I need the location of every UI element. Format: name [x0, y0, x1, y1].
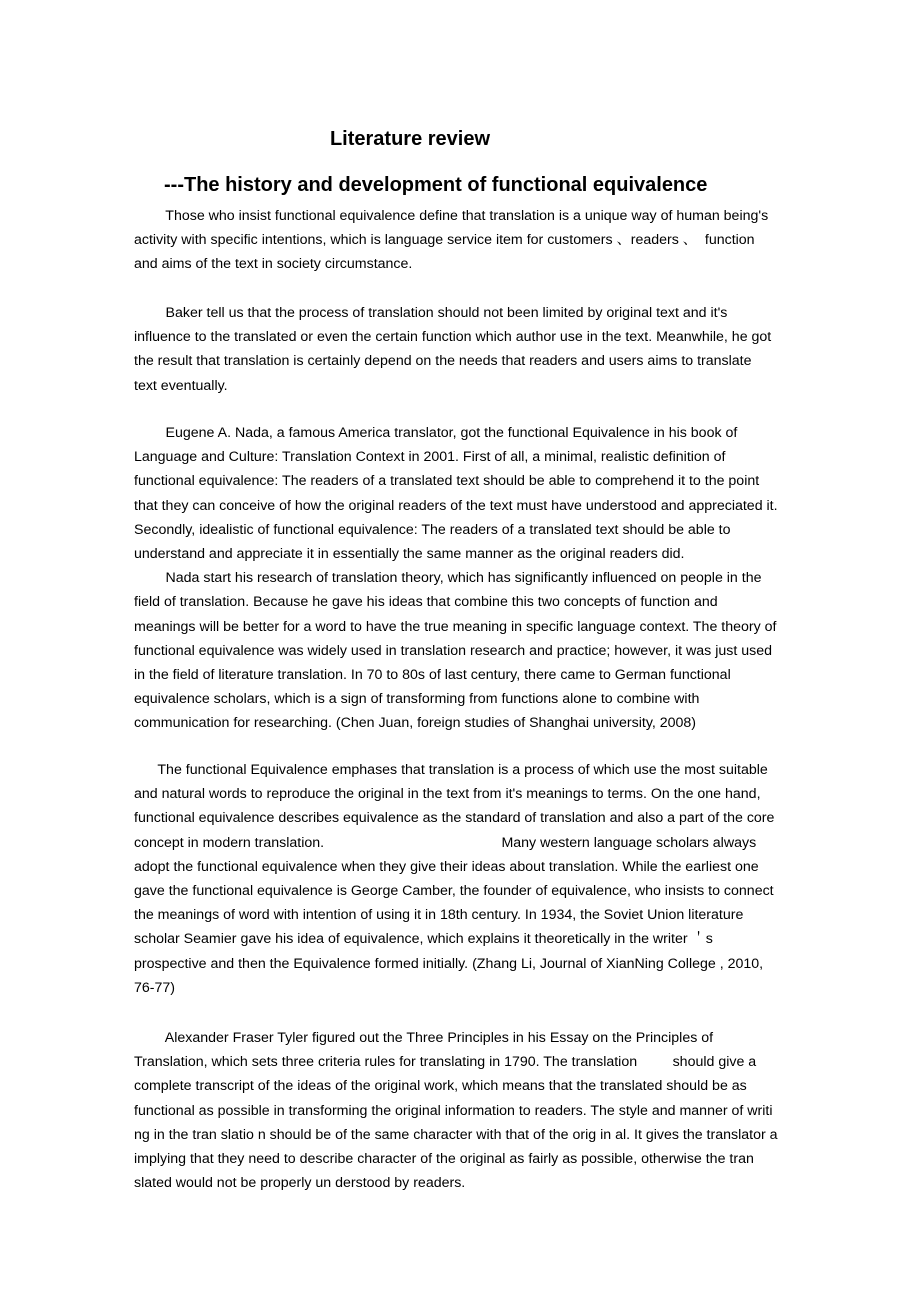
text-line: equivalence scholars, which is a sign of transforming from functions alone to combine with: [134, 691, 700, 708]
text-line: prospective and then the Equivalence formed initially. (Zhang Li, Journal of XianNing College , 2010,: [134, 955, 764, 972]
text-line: and natural words to reproduce the original in the text from it's meanings to terms. On the one hand,: [134, 786, 761, 803]
page-title: Literature review: [329, 128, 491, 150]
text-line: that they can conceive of how the original readers of the text must have understood and appreciated it.: [134, 497, 778, 514]
text-line: The functional Equivalence emphases that translation is a process of which use the most suitable: [134, 762, 768, 778]
text-line: gave the functional equivalence is George Camber, the founder of equivalence, who insists to connect: [134, 882, 774, 899]
text-line: 76-77): [134, 979, 176, 996]
text-line: Translation, which sets three criteria rules for translating in 1790. The translation should give a: [134, 1054, 757, 1071]
page-subtitle: ---The history and development of functional equivalence: [164, 174, 708, 196]
text-line: field of translation. Because he gave his ideas that combine this two concepts of function and: [134, 594, 718, 611]
paragraph: [134, 301, 794, 398]
paragraph: [134, 204, 794, 277]
text-line: functional as possible in transforming the original information to readers. The style and manner of writi: [134, 1102, 773, 1119]
text-line: complete transcript of the ideas of the original work, which means that the translated should be as: [134, 1078, 747, 1095]
text-line: functional equivalence describes equivalence as the standard of translation and also a part of the core: [134, 810, 775, 827]
text-line: ng in the tran slatio n should be of the same character with that of the orig in al. It gives the translator a: [134, 1126, 778, 1143]
text-line: influence to the translated or even the certain function which author use in the text. Meanwhile, he got: [134, 329, 772, 346]
text-line: adopt the functional equivalence when they give their ideas about translation. While the earliest one: [134, 858, 759, 875]
text-line: slated would not be properly un derstood by readers.: [134, 1175, 466, 1192]
paragraph: [134, 421, 794, 735]
text-line: scholar Seamier gave his idea of equivalence, which explains it theoretically in the writer ＇s: [134, 931, 713, 948]
text-line: Nada start his research of translation theory, which has significantly influenced on people in the: [134, 570, 762, 587]
text-line: understand and appreciate it in essentially the same manner as the original readers did.: [134, 545, 685, 562]
text-line: Secondly, idealistic of functional equivalence: The readers of a translated text should be able to: [134, 521, 731, 538]
paragraph: [134, 1026, 794, 1195]
text-line: implying that they need to describe character of the original as fairly as possible, otherwise the tran: [134, 1150, 754, 1167]
text-line: Baker tell us that the process of translation should not been limited by original text and it's: [134, 305, 728, 321]
text-line: text eventually.: [134, 377, 228, 394]
text-line: functional equivalence was widely used in translation research and practice; however, it was just used: [134, 642, 773, 659]
text-line: functional equivalence: The readers of a translated text should be able to comprehend it to the point: [134, 473, 760, 490]
text-line: the result that translation is certainly depend on the needs that readers and users aims to translate: [134, 353, 752, 370]
text-line: the meanings of word with intention of using it in 18th century. In 1934, the Soviet Union literature: [134, 907, 744, 924]
text-line: Language and Culture: Translation Context in 2001. First of all, a minimal, realistic definition of: [134, 449, 726, 466]
text-line: Those who insist functional equivalence define that translation is a unique way of human being's: [134, 208, 769, 224]
text-line: in the field of literature translation. In 70 to 80s of last century, there came to German functional: [134, 666, 731, 683]
text-line: and aims of the text in society circumstance.: [134, 256, 413, 273]
text-line: Alexander Fraser Tyler figured out the Three Principles in his Essay on the Principles of: [134, 1030, 714, 1046]
text-line: Eugene A. Nada, a famous America translator, got the functional Equivalence in his book of: [134, 425, 738, 441]
text-line: concept in modern translation. Many western language scholars always: [134, 834, 757, 851]
text-line: activity with specific intentions, which is language service item for customers 、readers 、 function: [134, 232, 755, 249]
text-line: communication for researching. (Chen Juan, foreign studies of Shanghai university, 2008): [134, 715, 697, 732]
text-line: meanings will be better for a word to have the true meaning in specific language context. The theory of: [134, 618, 777, 635]
paragraph: [134, 758, 794, 1000]
